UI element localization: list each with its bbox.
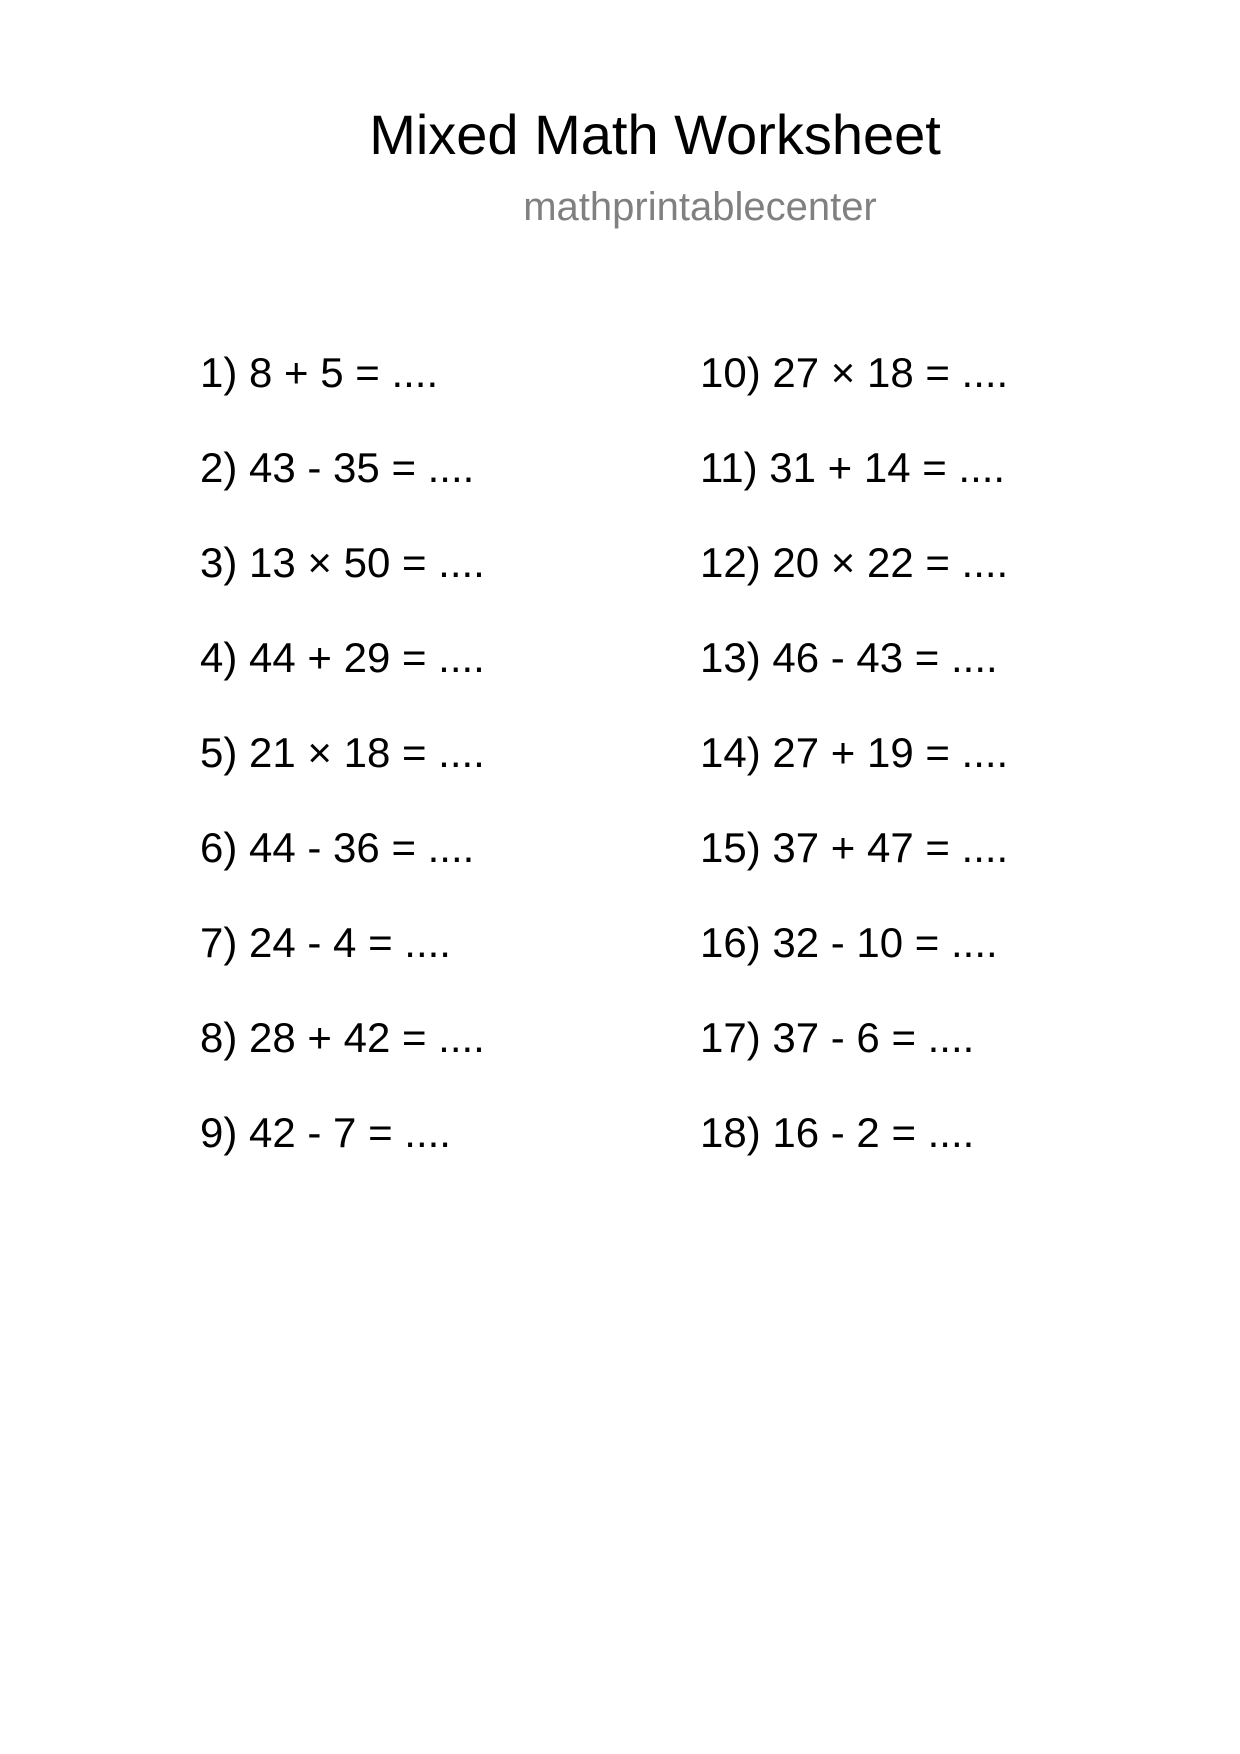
page-title: Mixed Math Worksheet [369,103,941,166]
problem-item: 17) 37 - 6 = .... [700,1014,975,1061]
page-subtitle: mathprintablecenter [523,185,877,229]
problem-item: 5) 21 × 18 = .... [200,729,485,776]
problem-item: 9) 42 - 7 = .... [200,1109,451,1156]
problem-item: 7) 24 - 4 = .... [200,919,451,966]
problem-item: 16) 32 - 10 = .... [700,919,998,966]
problem-item: 14) 27 + 19 = .... [700,729,1009,776]
problem-item: 4) 44 + 29 = .... [200,634,485,681]
problem-item: 11) 31 + 14 = .... [700,444,1006,491]
problem-item: 3) 13 × 50 = .... [200,539,485,586]
problem-item: 18) 16 - 2 = .... [700,1109,975,1156]
problem-item: 1) 8 + 5 = .... [200,349,439,396]
problems-column-left [200,345,485,1200]
problem-item: 2) 43 - 35 = .... [200,444,475,491]
problem-item: 6) 44 - 36 = .... [200,824,475,871]
problem-item: 8) 28 + 42 = .... [200,1014,485,1061]
problem-item: 13) 46 - 43 = .... [700,634,998,681]
problems-column-right [700,345,1008,1200]
problem-item: 10) 27 × 18 = .... [700,349,1009,396]
problem-item: 12) 20 × 22 = .... [700,539,1009,586]
problem-item: 15) 37 + 47 = .... [700,824,1009,871]
